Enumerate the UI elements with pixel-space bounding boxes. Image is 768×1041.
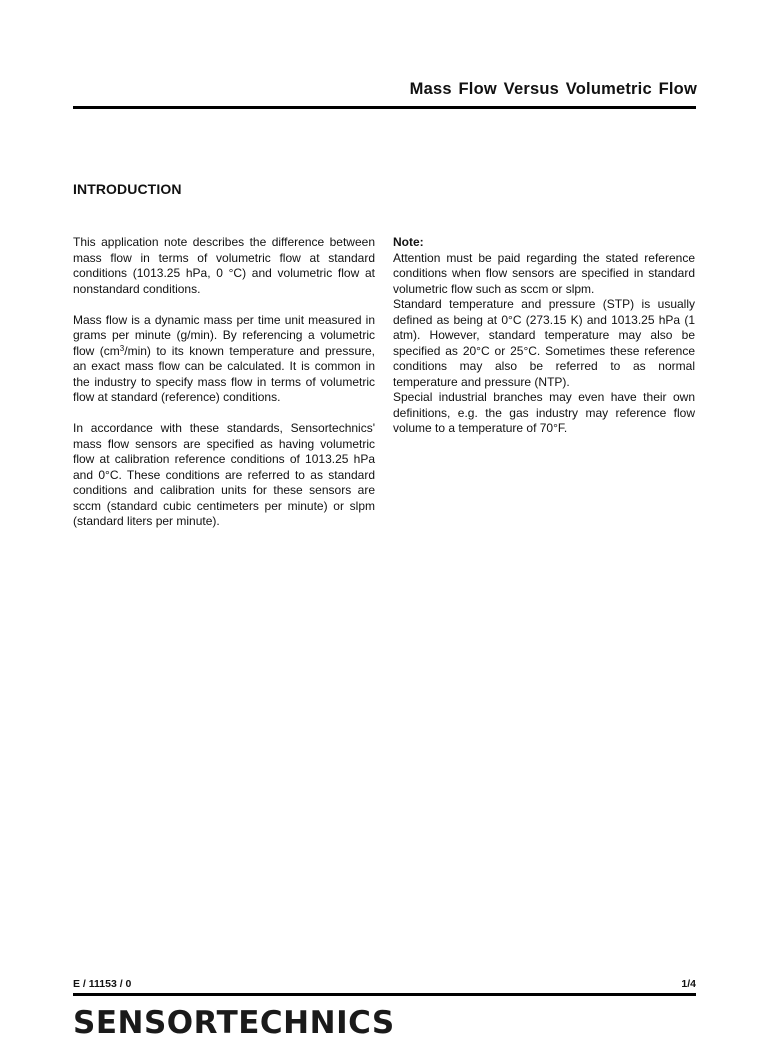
section-heading: INTRODUCTION xyxy=(73,181,182,197)
note-paragraph-2: Standard temperature and pressure (STP) is usually defined as being at 0°C (273.15 K) and 1013.25 hPa (1 atm). However, standard temperature may also be specified as 20°C or 25°C. Sometimes these reference conditions may also be referred to as normal temperature and pressure (NTP). xyxy=(393,297,695,389)
left-column xyxy=(73,235,375,530)
logo-text: SENSORTECHNICS xyxy=(73,1005,395,1041)
note-paragraph-1: Attention must be paid regarding the stated reference conditions when flow sensors are specified in standard volumetric flow such as sccm or slpm. xyxy=(393,250,695,296)
right-column xyxy=(393,235,695,437)
footer-rule xyxy=(73,993,696,996)
standards-paragraph: In accordance with these standards, Sensortechnics' mass flow sensors are specified as having volumetric flow at calibration reference conditions of 1013.25 hPa and 0°C. These conditions are referred to as standard conditions and calibration units for these sensors are sccm (standard cubic centimeters per minute) or slpm (standard liters per minute). xyxy=(73,421,375,528)
note-label: Note: xyxy=(393,235,424,249)
company-logo xyxy=(73,1005,395,1041)
document-title: Mass Flow Versus Volumetric Flow xyxy=(409,80,697,98)
mass-flow-text-start: Mass flow is a dynamic mass per time unit measured in grams per minute (g/min). By referencing a volumetric flow (cm xyxy=(73,312,375,358)
intro-paragraph: This application note describes the difference between mass flow in terms of volumetric flow at standard conditions (1013.25 hPa, 0 °C) and volumetric flow at nonstandard conditions. xyxy=(73,235,375,296)
superscript: 3 xyxy=(119,343,125,353)
document-id: E / 11153 / 0 xyxy=(73,978,132,990)
mass-flow-text-end: /min) to its known temperature and pressure, an exact mass flow can be calculated. It is common in the industry to specify mass flow in terms of volumetric flow at standard (reference) conditions. xyxy=(73,343,375,404)
note-paragraph-3: Special industrial branches may even have their own definitions, e.g. the gas industry may reference flow volume to a temperature of 70°F. xyxy=(393,390,695,435)
mass-flow-paragraph xyxy=(73,313,375,406)
page-number: 1/4 xyxy=(681,978,696,990)
header-rule xyxy=(73,106,696,109)
